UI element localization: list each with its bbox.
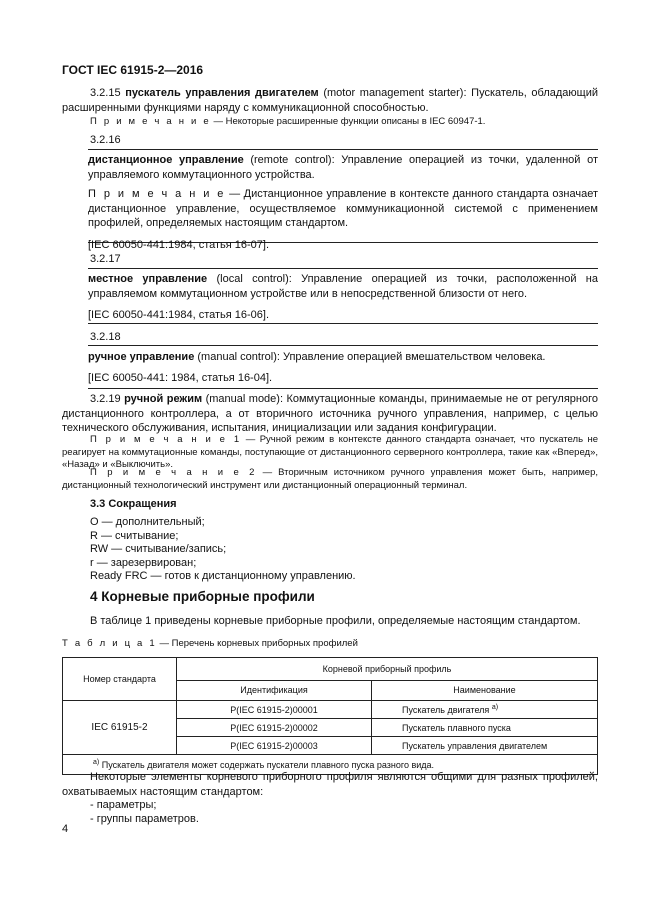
term: пускатель управления двигателем (125, 87, 319, 99)
header-standard-number: Номер стандарта (63, 658, 177, 701)
abbreviation-item: R — считывание; (90, 529, 179, 542)
note-text: — Ручной режим в контексте данного стандарта означает, что пускатель не реагирует на коммутационные команды, поступающие от дистанционного серверного контроллера, такие как «Вперед», «Назад» и «Выключить». (62, 434, 598, 470)
term: ручной режим (124, 393, 203, 405)
table-caption-label: Т а б л и ц а 1 (62, 638, 157, 649)
term: дистанционное управление (88, 154, 244, 166)
header-root-profile: Корневой приборный профиль (177, 658, 598, 681)
closing-paragraph: Некоторые элементы корневого приборного профиля являются общими для разных профилей, охватываемых настоящим стандартом: (62, 771, 598, 798)
reference-3-2-18: [IEC 60050-441: 1984, статья 16-04]. (88, 371, 273, 384)
note-label: П р и м е ч а н и е 2 (90, 467, 257, 478)
abbreviation-item: r — зарезервирован; (90, 556, 197, 569)
definition-box-3-2-17 (88, 268, 598, 324)
note-label: П р и м е ч а н и е 1 (90, 434, 242, 445)
definition: (manual mode): Коммутационные команды, принимаемые не от регулярного дистанционного контроллера, а от вторичного источника ручного управления, например, с целью технического обслуживания, испытания, инициализации или задания конфигурации. (62, 393, 599, 434)
definition-3-2-16 (88, 153, 598, 182)
definition-3-2-18 (88, 350, 598, 365)
cell-name: Пускатель плавного пуска (372, 719, 598, 737)
clause-number: 3.2.15 (90, 87, 121, 99)
definition-box-3-2-16 (88, 149, 598, 251)
definition: (motor management starter): Пускатель, обладающий расширенными функциями наряду с коммуникационной способностью. (62, 87, 598, 114)
closing-list (90, 799, 199, 826)
closing-item: - параметры; (90, 799, 157, 811)
cell-name: Пускатель управления двигателем (372, 737, 598, 755)
note-text: — Вторичным источником ручного управления может быть, например, дистанционный технологический инструмент или дистанционный операционный терминал. (62, 467, 598, 491)
definition: (manual control): Управление операцией вмешательством человека. (194, 351, 546, 363)
abbreviation-list (90, 516, 356, 584)
clause-3-2-19 (62, 392, 598, 436)
abbreviation-item: RW — считывание/запись; (90, 543, 227, 555)
reference-3-2-17: [IEC 60050-441:1984, статья 16-06]. (88, 309, 270, 321)
term: местное управление (88, 273, 208, 285)
note-2-3-2-19 (62, 467, 598, 492)
table-caption-text: — Перечень корневых приборных профилей (156, 638, 358, 649)
footnote-text: Пускатель двигателя может содержать пускатели плавного пуска разного вида. (99, 760, 435, 770)
note-text: — Некоторые расширенные функции описаны в IEC 60947-1. (210, 116, 486, 127)
clause-number: 3.2.19 (90, 393, 121, 405)
clause-3-2-15 (62, 86, 598, 115)
definition: (local control): Управление операцией из точки, расположенной на управляемом коммутационном устройстве или в непосредственной близости от него. (88, 273, 598, 300)
footnote-mark: а) (93, 759, 100, 766)
note-1-3-2-19 (62, 434, 598, 472)
definition-box-3-2-18 (88, 345, 598, 389)
note-text: — Дистанционное управление в контексте данного стандарта означает дистанционное управление, осуществляемое коммуникационной системой с применением профилей, определяемых настоящим стандартом. (88, 188, 598, 229)
cell-name (372, 701, 598, 719)
abbreviation-item: Ready FRC — готов к дистанционному управлению. (90, 570, 356, 582)
header-identification: Идентификация (177, 680, 372, 700)
footnote-ref: а) (491, 704, 499, 711)
closing-item: - группы параметров. (90, 812, 199, 825)
abbreviation-item: O — дополнительный; (90, 516, 205, 528)
definition: (remote control): Управление операцией из точки, удаленной от управляемого коммутационного устройства. (88, 154, 598, 181)
cell-name-text: Пускатель двигателя (402, 705, 490, 715)
reference-3-2-16: [IEC 60050-441:1984, статья 16-07]. (88, 238, 270, 251)
root-profiles-table (62, 657, 598, 775)
section-heading-3-3: 3.3 Сокращения (90, 498, 177, 510)
note-3-2-15 (62, 116, 598, 129)
clause-number-3-2-16: 3.2.16 (90, 134, 121, 146)
clause-number-3-2-18: 3.2.18 (90, 331, 121, 343)
cell-identification: P(IEC 61915-2)00003 (177, 737, 372, 755)
table-caption (62, 638, 598, 651)
section-heading-4: 4 Корневые приборные профили (90, 589, 315, 604)
note-3-2-16 (88, 187, 598, 231)
cell-identification: P(IEC 61915-2)00002 (177, 719, 372, 737)
term: ручное управление (88, 351, 195, 363)
definition-3-2-17 (88, 272, 598, 301)
section-4-intro: В таблице 1 приведены корневые приборные профили, определяемые настоящим стандартом. (90, 615, 581, 627)
cell-standard: IEC 61915-2 (63, 701, 177, 755)
document-header: ГОСТ IEC 61915-2—2016 (62, 63, 204, 77)
note-label: П р и м е ч а н и е (88, 188, 226, 200)
note-label: П р и м е ч а н и е (90, 116, 211, 127)
page-number: 4 (62, 823, 69, 835)
cell-identification: P(IEC 61915-2)00001 (177, 701, 372, 719)
header-name: Наименование (372, 680, 598, 700)
clause-number-3-2-17: 3.2.17 (90, 253, 121, 265)
